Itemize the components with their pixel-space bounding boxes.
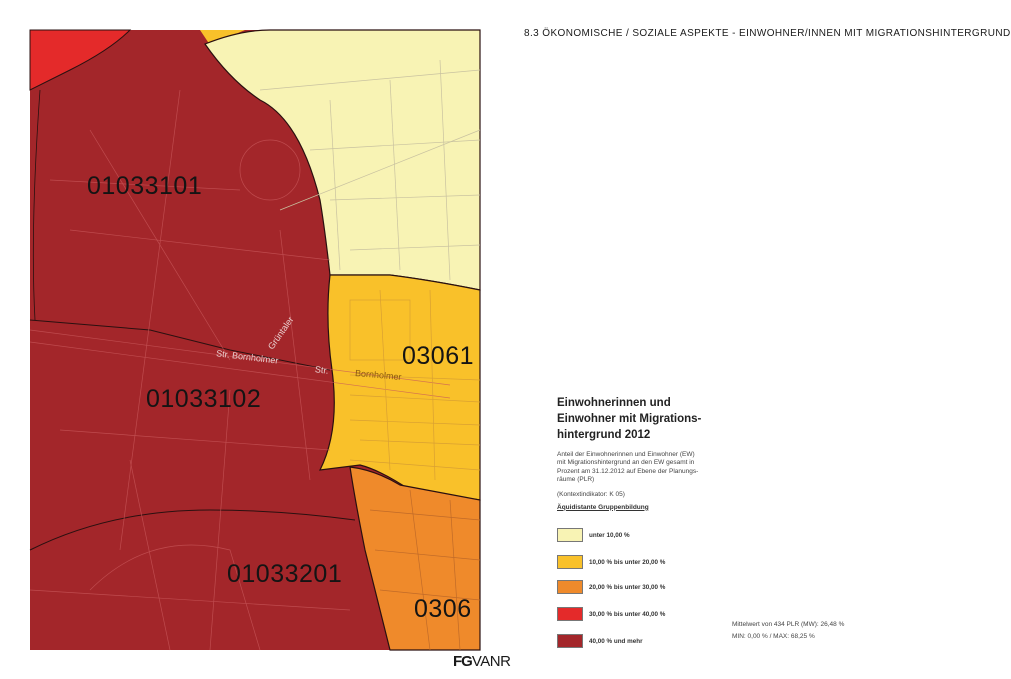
legend-item-class-1[interactable]	[557, 528, 630, 542]
legend-indicator: (Kontextindikator: K 05)	[557, 490, 625, 498]
street-label-bornholmer-a: Str. Bornholmer	[215, 348, 279, 366]
page-title: 8.3 ÖKONOMISCHE / SOZIALE ASPEKTE - EINWOHNER/INNEN MIT MIGRATIONSHINTERGRUND	[524, 28, 1011, 39]
legend-item-class-2[interactable]	[557, 555, 665, 569]
legend-title-line: hintergrund 2012	[557, 429, 651, 441]
stat-mean: Mittelwert von 434 PLR (MW): 26,48 %	[732, 621, 845, 628]
street-label-bornholmer-b: Str.	[314, 364, 330, 376]
legend-swatch	[557, 528, 583, 542]
plr-label-0306[interactable]: 0306	[414, 595, 472, 623]
legend-description	[557, 451, 717, 485]
legend-method: Äquidistante Gruppenbildung	[557, 503, 649, 511]
stat-minmax: MIN: 0,00 % / MAX: 68,25 %	[732, 633, 815, 640]
plr-label-03061[interactable]: 03061	[402, 342, 475, 370]
footer-logo	[453, 653, 510, 670]
logo-bold: FG	[453, 653, 472, 670]
choropleth-map[interactable]	[30, 30, 480, 650]
street-label-bornholmer-c: Bornholmer	[354, 367, 402, 383]
legend	[557, 395, 717, 511]
legend-description-line: Anteil der Einwohnerinnen und Einwohner (EW)	[557, 451, 695, 458]
legend-title-line: Einwohner mit Migrations-	[557, 413, 702, 425]
legend-item-class-4[interactable]	[557, 607, 665, 621]
legend-swatch	[557, 580, 583, 594]
legend-description-line: Prozent am 31.12.2012 auf Ebene der Planungs-	[557, 467, 699, 475]
legend-item-label: 40,00 % und mehr	[589, 637, 643, 645]
plr-label-01033201[interactable]: 01033201	[227, 560, 343, 588]
street-label-gruntaler: Grüntaler	[265, 314, 296, 352]
legend-item-class-5[interactable]	[557, 634, 643, 648]
map-canvas	[30, 30, 480, 650]
legend-description-line: mit Migrationshintergrund an den EW gesamt in	[557, 459, 695, 467]
logo-rest: VANR	[471, 653, 511, 670]
region-yellow-orange	[320, 275, 480, 500]
legend-swatch	[557, 607, 583, 621]
legend-item-label: 20,00 % bis unter 30,00 %	[589, 583, 666, 591]
legend-item-label: unter 10,00 %	[589, 531, 630, 539]
legend-title-line: Einwohnerinnen und	[557, 397, 671, 409]
legend-item-class-3[interactable]	[557, 580, 665, 594]
legend-item-label: 10,00 % bis unter 20,00 %	[589, 558, 666, 566]
legend-swatch	[557, 555, 583, 569]
statistics	[732, 619, 844, 643]
plr-label-01033101[interactable]: 01033101	[87, 172, 203, 200]
legend-description-line: räume (PLR)	[557, 476, 595, 484]
legend-swatch	[557, 634, 583, 648]
legend-title	[557, 395, 717, 443]
legend-item-label: 30,00 % bis unter 40,00 %	[589, 610, 666, 618]
plr-label-01033102[interactable]: 01033102	[146, 385, 262, 413]
